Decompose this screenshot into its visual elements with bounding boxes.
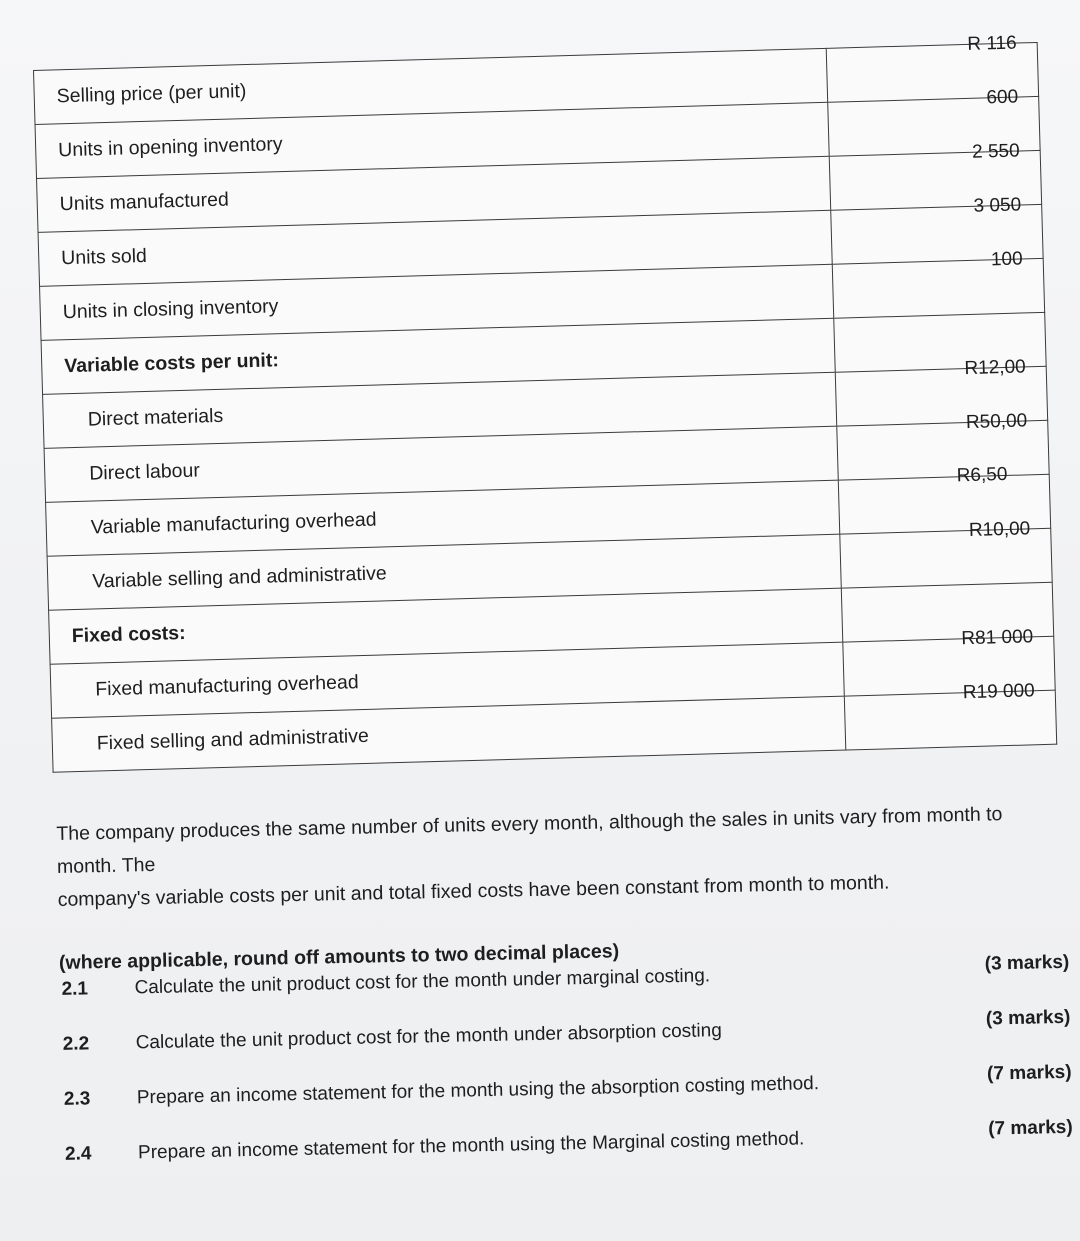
question-marks: (3 marks) [985,1006,1071,1030]
question-item [63,1116,1073,1165]
row-value: R50,00 [965,410,1028,434]
row-label: Units in opening inventory [35,102,829,178]
question-marks: (7 marks) [986,1061,1072,1085]
row-label: Units manufactured [37,156,831,232]
row-value: R19 000 [962,680,1036,704]
row-value: 3 050 [973,194,1022,217]
row-label: Units sold [38,210,832,286]
row-label: Fixed selling and administrative [52,696,846,772]
rounding-note: (where applicable, round off amounts to two decimal places) [58,940,620,974]
row-value: 2 550 [971,140,1020,163]
row-label: Selling price (per unit) [34,48,828,124]
row-value: 100 [990,248,1023,271]
row-label: Variable selling and administrative [47,534,841,610]
question-text: Calculate the unit product cost for the month under absorption costing [135,1020,723,1054]
row-value: R 116 [967,32,1017,55]
question-number: 2.2 [62,1033,90,1055]
question-number: 2.1 [61,978,89,1000]
row-label: Fixed costs: [49,588,843,664]
row-value: R81 000 [961,626,1034,650]
row-label: Units in closing inventory [40,264,834,340]
row-value: R10,00 [968,518,1031,542]
row-value-cell [840,518,1052,588]
row-label: Variable manufacturing overhead [46,480,840,556]
question-item [62,1061,1072,1110]
row-label: Direct materials [43,372,837,448]
cost-data-sheet [33,32,1067,773]
row-value: R6,50 [956,463,1008,487]
row-label: Direct labour [44,426,838,502]
question-marks: (7 marks) [987,1116,1073,1140]
question-text: Prepare an income statement for the month using the absorption costing method. [136,1073,820,1109]
row-value: 600 [986,86,1019,109]
question-number: 2.3 [63,1088,91,1110]
paragraph-line-2: company's variable costs per unit and total fixed costs have been constant from month to month. [57,871,890,911]
row-value-cell [837,410,1049,480]
row-label: Fixed manufacturing overhead [50,642,844,718]
question-text: Calculate the unit product cost for the month under marginal costing. [134,965,711,999]
row-label: Variable costs per unit: [41,318,835,394]
question-number: 2.4 [64,1143,92,1165]
question-text-block [56,797,1073,1165]
cost-data-table [33,32,1057,773]
row-value: R12,00 [964,356,1026,380]
question-item [60,1006,1071,1055]
row-value-cell [844,680,1056,750]
question-text: Prepare an income statement for the month using the Marginal costing method. [137,1128,805,1164]
row-value-cell [832,248,1044,318]
question-marks: (3 marks) [984,951,1070,975]
paragraph-line-1: The company produces the same number of units every month, although the sales in units vary from month to month. The [56,803,1003,878]
